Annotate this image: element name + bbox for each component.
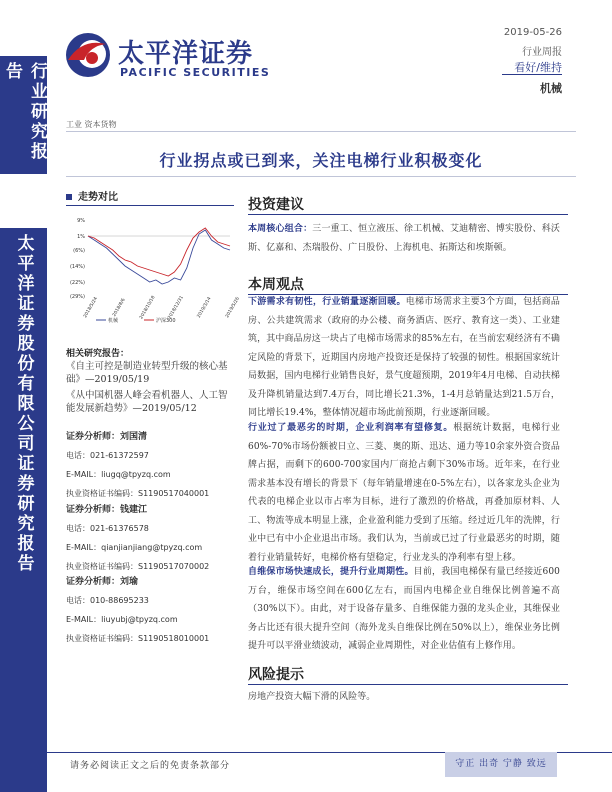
analyst-3-cert: 执业资格证书编码：S1190518010001: [66, 634, 210, 643]
x-tick-label: 2018/12/31: [167, 295, 185, 321]
analyst-2-name: 证券分析师：钱建江: [66, 505, 148, 515]
sidebar-top-label: 行业研究报告: [2, 62, 47, 162]
y-tick-label: (22%): [69, 280, 85, 286]
view-p3-text: 目前，我国电梯保有量已经接近600万台，维保市场空间在600亿左右，而国内电梯企业自维保比例普遍不高（30%以下）。由此，对于设备存量多、自维保能力强的龙头企业，其维保业务占比还有很大提升空间（海外龙头自维保比例在50%以上），维保业务比例提升可以平滑业绩波动，减弱企业周期性，对企业估值有上修作用。: [248, 567, 560, 651]
report-date: 2019-05-26: [503, 27, 562, 38]
risk-heading: 风险提示: [248, 667, 304, 683]
y-tick-label: (14%): [69, 264, 85, 270]
analyst-3-name: 证券分析师：刘瑜: [66, 577, 139, 587]
legend-label: 机械: [108, 318, 119, 324]
analyst-1-email[interactable]: E-MAIL：liugq@tpyzq.com: [66, 470, 171, 479]
y-tick-label: (29%): [69, 294, 85, 300]
related-report-2[interactable]: 《从中国机器人峰会看机器人、人工智能发展新趋势》—2019/05/12: [66, 390, 228, 414]
breadcrumb-divider: [66, 131, 576, 132]
pacific-securities-logo: [62, 30, 110, 80]
related-report-1[interactable]: 《自主可控是制造业转型升级的核心基础》—2019/05/19: [66, 361, 228, 385]
related-heading: 相关研究报告：: [66, 349, 130, 359]
analyst-2-email[interactable]: E-MAIL：qianjianjiang@tpyzq.com: [66, 543, 203, 552]
view-p3-lead: 自维保市场快速成长，提升行业周期性。: [248, 567, 414, 577]
invest-lead: 本周核心组合：: [248, 224, 313, 234]
x-tick-label: 2018/5/24: [83, 296, 99, 319]
view-p2-lead: 行业过了最恶劣的时期，企业利润率有望修复。: [248, 423, 454, 433]
trend-divider: [66, 205, 234, 206]
legend-label: 沪深300: [156, 318, 176, 324]
rating-divider: [502, 74, 562, 75]
x-tick-label: 2018/10/18: [139, 295, 157, 321]
invest-heading: 投资建议: [248, 197, 304, 213]
trend-heading-text: 走势对比: [78, 192, 118, 203]
invest-divider: [248, 214, 568, 215]
sidebar-report-category: [0, 56, 47, 174]
analyst-3-email[interactable]: E-MAIL：liuyubj@tpyzq.com: [66, 615, 178, 624]
view-heading: 本周观点: [248, 277, 304, 293]
brand-name-en: PACIFIC SECURITIES: [120, 66, 271, 79]
analyst-3-tel: 电话：010-88695233: [66, 596, 149, 605]
x-tick-label: 2019/3/14: [196, 296, 213, 319]
y-tick-label: (6%): [73, 248, 85, 254]
view-paragraph-2: [248, 419, 560, 567]
view-paragraph-1: [248, 293, 560, 423]
breadcrumb: 工业 资本货物: [66, 120, 117, 129]
trend-chart: [66, 212, 241, 332]
title-divider: [66, 176, 576, 177]
sidebar-bottom-label: 太平洋证券股份有限公司证券研究报告: [13, 234, 34, 574]
industry: 机械: [540, 82, 562, 95]
analyst-1-tel: 电话：021-61372597: [66, 451, 149, 460]
report-type: 行业周报: [522, 47, 562, 58]
y-tick-label: 1%: [77, 234, 85, 240]
series-line-0: [88, 230, 230, 284]
view-p2-text: 根据统计数据，电梯行业60%-70%市场份额被日立、三菱、奥的斯、迅达、通力等10余家外资合资品牌占据，而剩下的600-700家国内厂商抢占剩下30%市场。近年来，在行业需求基本没有增长的背景下（每年销量增速在0-5%左右），以各家龙头企业为代表的电梯企业以市占率为目标，进行了激烈的价格战，再叠加原材料、人工、物流等成本明显上涨，企业盈利能力受到了压缩。经过近几年的洗牌，行业中已有中小企业退出市场。我们认为，当前或已过了行业最恶劣的时期，随着行业销量转好，电梯价格有望稳定，行业龙头的净利率有望上移。: [248, 423, 560, 563]
invest-text: 三一重工、恒立液压、徐工机械、艾迪精密、博实股份、科沃斯、亿嘉和、杰瑞股份、广日股份、上海机电、拓斯达和埃斯顿。: [248, 224, 561, 253]
view-p1-text: 电梯市场需求主要3个方面，包括商品房、公共建筑需求（政府的办公楼、商务酒店、医疗、教育这一类）、工业建筑，其中商品房这一块占了电梯市场需求的85%左右，在当前宏观经济有不确定风险的背景下，近期国内房地产投资还是保持了较强的韧性。根据国家统计局数据，国内电梯行业销售良好，景气度超预期，2019年4月电梯、自动扶梯及升降机销量达到7.4万台，同比增长21.3%，1-4月总销量达到21.5万台，同比增长19.4%，整体情况超市场此前预期，行业逐渐回暖。: [248, 297, 561, 418]
rating: 看好/维持: [514, 61, 562, 74]
square-bullet-icon: [66, 194, 72, 200]
sidebar-company: [0, 228, 47, 792]
view-paragraph-3: [248, 563, 560, 656]
view-p1-lead: 下游需求有韧性，行业销量逐渐回暖。: [248, 297, 406, 307]
analyst-1-cert: 执业资格证书编码：S1190517040001: [66, 489, 210, 498]
risk-text: 房地产投资大幅下滑的风险等。: [248, 692, 376, 702]
invest-paragraph: [248, 220, 560, 257]
footer-disclaimer[interactable]: 请务必阅读正文之后的免责条款部分: [70, 761, 231, 771]
analyst-1-name: 证券分析师：刘国清: [66, 432, 148, 442]
analyst-2-cert: 执业资格证书编码：S1190517070002: [66, 562, 210, 571]
footer-motto: 守正 出奇 宁静 致远: [445, 752, 557, 777]
x-tick-label: 2018/8/6: [112, 297, 127, 318]
y-tick-label: 9%: [77, 218, 85, 224]
trend-heading: [66, 188, 234, 203]
brand-name-cn: 太平洋证券: [118, 39, 254, 69]
risk-divider: [248, 684, 568, 685]
analyst-2-tel: 电话：021-61376578: [66, 524, 149, 533]
x-tick-label: 2019/5/26: [225, 296, 241, 319]
page-title: 行业拐点或已到来，关注电梯行业积极变化: [159, 151, 483, 170]
